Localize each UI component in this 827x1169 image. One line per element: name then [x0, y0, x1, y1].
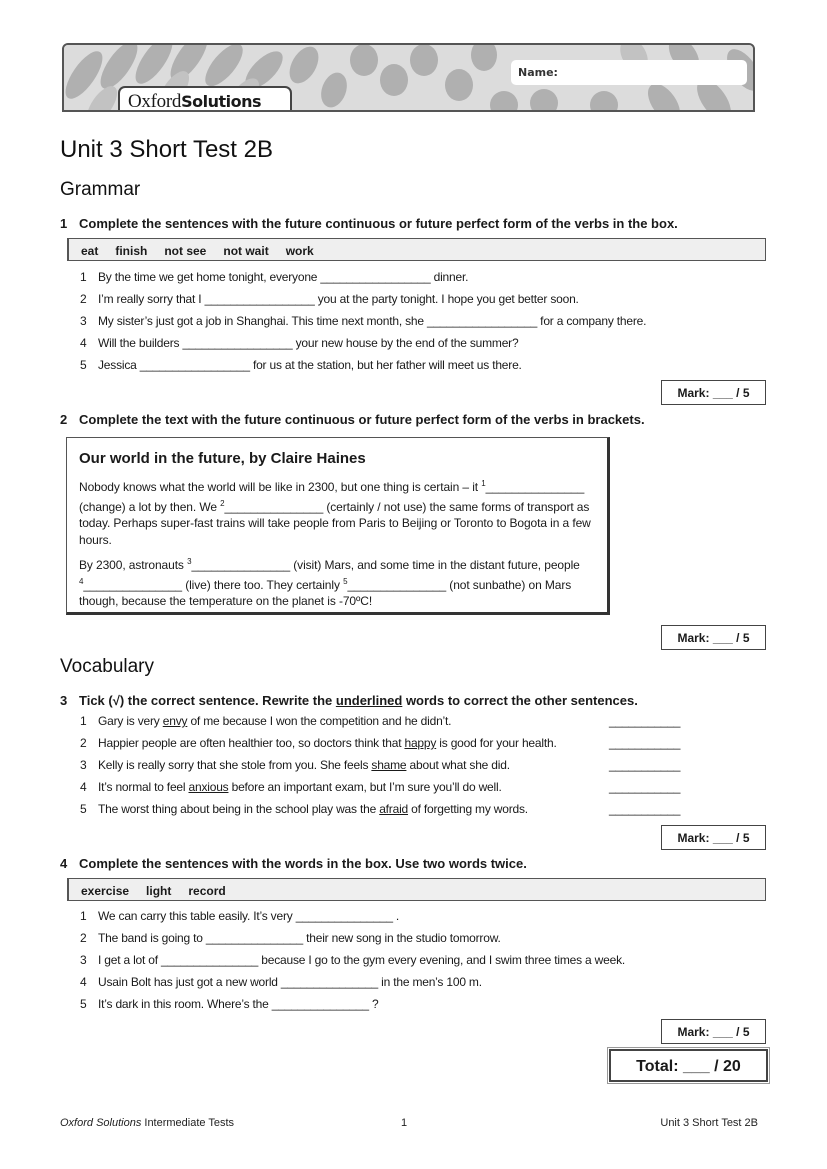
- item-number: 5: [80, 802, 87, 816]
- item-text: Kelly is really sorry that she stole from you. She feels: [98, 758, 372, 772]
- text: Nobody knows what the world will be like in 2300, but one thing is certain – it: [79, 480, 482, 494]
- q4-item: [80, 909, 625, 931]
- item-text: ?: [368, 997, 379, 1011]
- word: not see: [164, 244, 207, 258]
- item-text: your new house by the end of the summer?: [292, 336, 519, 350]
- paragraph-2: [79, 554, 595, 610]
- answer-blank[interactable]: _______________: [347, 577, 447, 592]
- text: By 2300, astronauts: [79, 558, 188, 572]
- q1-item: [80, 292, 646, 314]
- item-text: is good for your health.: [436, 736, 557, 750]
- gap-number: 2: [220, 498, 225, 508]
- q1-item: [80, 270, 646, 292]
- q1-mark-box[interactable]: Mark: ___ / 5: [661, 380, 766, 405]
- q3-item: [80, 780, 681, 802]
- q3-mark-box[interactable]: Mark: ___ / 5: [661, 825, 766, 850]
- underlined-word: shame: [371, 758, 407, 772]
- q4-text: Complete the sentences with the words in the box. Use two words twice.: [79, 856, 527, 871]
- page-number: 1: [401, 1117, 408, 1129]
- section-vocabulary: Vocabulary: [60, 656, 155, 677]
- brand-bold: Solutions: [181, 92, 262, 111]
- q4-word-box: [67, 878, 766, 901]
- item-text: of me because I won the competition and he didn’t.: [187, 714, 452, 728]
- brand-light: Oxford: [128, 91, 182, 112]
- q1-item: [80, 314, 646, 336]
- q4-item: [80, 997, 625, 1019]
- item-text: of forgetting my words.: [408, 802, 528, 816]
- q1-text: Complete the sentences with the future continuous or future perfect form of the verbs in the box.: [79, 216, 678, 231]
- underlined-word: afraid: [379, 802, 409, 816]
- section-grammar: Grammar: [60, 179, 141, 200]
- answer-blank[interactable]: _______________: [485, 480, 585, 494]
- answer-blank[interactable]: _______________: [295, 909, 393, 923]
- gap-number: 1: [481, 479, 486, 488]
- item-number: 5: [80, 358, 87, 372]
- q4-items: [80, 909, 625, 1019]
- item-text: By the time we get home tonight, everyone: [98, 270, 321, 284]
- item-text: .: [392, 909, 400, 923]
- item-number: 1: [80, 714, 87, 728]
- q2-instruction: [60, 412, 645, 427]
- q3-text: words to correct the other sentences.: [402, 693, 638, 708]
- q3-item: [80, 802, 681, 824]
- answer-blank[interactable]: _______________: [161, 953, 259, 967]
- item-number: 1: [80, 909, 87, 923]
- q3-instruction: [60, 693, 638, 708]
- text-title: Our world in the future, by Claire Haines: [79, 450, 366, 467]
- name-label: Name:: [518, 66, 558, 79]
- page-title: Unit 3 Short Test 2B: [60, 136, 273, 163]
- q3-item: [80, 758, 681, 780]
- q3-number: 3: [60, 693, 68, 708]
- q3-item: [80, 714, 681, 736]
- word: light: [146, 884, 172, 898]
- q1-number: 1: [60, 216, 68, 231]
- footer-text: Intermediate Tests: [141, 1117, 235, 1129]
- item-text: their new song in the studio tomorrow.: [303, 931, 501, 945]
- q4-item: [80, 975, 625, 997]
- item-text: The worst thing about being in the school play was the: [98, 802, 380, 816]
- gap-number: 4: [79, 576, 84, 586]
- item-text: Usain Bolt has just got a new world: [98, 975, 281, 989]
- item-number: 4: [80, 780, 87, 794]
- item-text: Will the builders: [98, 336, 183, 350]
- text: (live) there too. They certainly: [181, 577, 344, 592]
- item-number: 2: [80, 736, 87, 750]
- text: (change) a lot by then. We: [79, 499, 221, 514]
- answer-blank[interactable]: _________________: [426, 314, 538, 328]
- answer-blank[interactable]: _________________: [320, 270, 431, 284]
- answer-blank[interactable]: ___________: [609, 714, 681, 728]
- text: (visit) Mars, and some time in the distant future, people: [290, 558, 580, 572]
- answer-blank[interactable]: _______________: [205, 931, 303, 945]
- footer-brand: Oxford Solutions: [60, 1117, 142, 1129]
- q4-instruction: [60, 856, 527, 871]
- item-text: you at the party tonight. I hope you get better soon.: [314, 292, 579, 306]
- q4-number: 4: [60, 856, 68, 871]
- q3-text: Tick (√) the correct sentence. Rewrite the: [79, 693, 336, 708]
- answer-blank[interactable]: _________________: [182, 336, 293, 350]
- header-banner: [62, 43, 755, 112]
- answer-blank[interactable]: ___________: [609, 736, 681, 750]
- item-text: My sister’s just got a job in Shanghai. This time next month, she: [98, 314, 427, 328]
- answer-blank[interactable]: ___________: [609, 780, 681, 794]
- item-text: Jessica: [98, 358, 140, 372]
- q1-word-box: [67, 238, 766, 261]
- item-text: I get a lot of: [98, 953, 162, 967]
- word: record: [188, 884, 226, 898]
- answer-blank[interactable]: _______________: [191, 558, 291, 572]
- item-number: 4: [80, 975, 87, 989]
- q1-item: [80, 358, 646, 380]
- item-text: It’s dark in this room. Where’s the: [98, 997, 272, 1011]
- total-score-box[interactable]: Total: ___ / 20: [609, 1049, 768, 1082]
- answer-blank[interactable]: _______________: [83, 577, 182, 592]
- gap-number: 3: [187, 557, 192, 566]
- word: finish: [115, 244, 148, 258]
- item-text: before an important exam, but I’m sure you’ll do well.: [228, 780, 502, 794]
- item-text: for a company there.: [537, 314, 647, 328]
- item-number: 5: [80, 997, 87, 1011]
- q3-items: [80, 714, 681, 824]
- item-number: 3: [80, 314, 87, 328]
- item-text: in the men’s 100 m.: [378, 975, 482, 989]
- item-text: I’m really sorry that I: [98, 292, 205, 306]
- item-text: Happier people are often healthier too, so doctors think that: [98, 736, 405, 750]
- text: (not sunbathe) on Mars though, because the temperature on the planet is -70ºC!: [79, 577, 572, 608]
- item-number: 2: [80, 931, 87, 945]
- answer-blank[interactable]: _______________: [280, 975, 379, 989]
- answer-blank[interactable]: ___________: [609, 802, 681, 816]
- item-number: 3: [80, 953, 87, 967]
- q2-text-box: [66, 437, 610, 615]
- item-text: The band is going to: [98, 931, 206, 945]
- underlined-word: anxious: [188, 780, 229, 794]
- item-text: We can carry this table easily. It’s very: [98, 909, 296, 923]
- underlined-word: envy: [162, 714, 188, 728]
- brand-logo: [118, 86, 292, 112]
- item-text: for us at the station, but her father will meet us there.: [249, 358, 522, 372]
- item-number: 2: [80, 292, 87, 306]
- item-text: because I go to the gym every evening, and I swim three times a week.: [258, 953, 626, 967]
- answer-blank[interactable]: _______________: [271, 997, 369, 1011]
- footer-right: Unit 3 Short Test 2B: [660, 1117, 758, 1129]
- word: eat: [81, 244, 99, 258]
- q3-item: [80, 736, 681, 758]
- item-text: dinner.: [430, 270, 469, 284]
- q2-mark-box[interactable]: Mark: ___ / 5: [661, 625, 766, 650]
- q1-instruction: [60, 216, 678, 231]
- gap-number: 5: [343, 576, 348, 586]
- text: (certainly / not use) the same forms of transport as today. Perhaps super-fast trains will take people from Paris to Beijing or Toronto to Bogota in a few hours.: [79, 499, 591, 547]
- q4-mark-box[interactable]: Mark: ___ / 5: [661, 1019, 766, 1044]
- word: work: [285, 244, 314, 258]
- answer-blank[interactable]: _________________: [204, 292, 315, 306]
- item-text: about what she did.: [406, 758, 510, 772]
- q1-items: [80, 270, 646, 380]
- answer-blank[interactable]: _________________: [139, 358, 250, 372]
- footer-left: [60, 1117, 234, 1129]
- q2-text: Complete the text with the future continuous or future perfect form of the verbs in brackets.: [79, 412, 645, 427]
- q4-item: [80, 953, 625, 975]
- underlined-word: happy: [404, 736, 437, 750]
- item-number: 1: [80, 270, 87, 284]
- name-field[interactable]: [511, 60, 747, 85]
- word: exercise: [81, 884, 130, 898]
- answer-blank[interactable]: _______________: [224, 499, 324, 514]
- item-text: It’s normal to feel: [98, 780, 189, 794]
- q2-number: 2: [60, 412, 68, 427]
- q3-text-underlined: underlined: [335, 693, 403, 708]
- q1-item: [80, 336, 646, 358]
- paragraph-1: [79, 476, 595, 548]
- item-number: 4: [80, 336, 87, 350]
- item-text: Gary is very: [98, 714, 163, 728]
- answer-blank[interactable]: ___________: [609, 758, 681, 772]
- item-number: 3: [80, 758, 87, 772]
- q4-item: [80, 931, 625, 953]
- word: not wait: [223, 244, 269, 258]
